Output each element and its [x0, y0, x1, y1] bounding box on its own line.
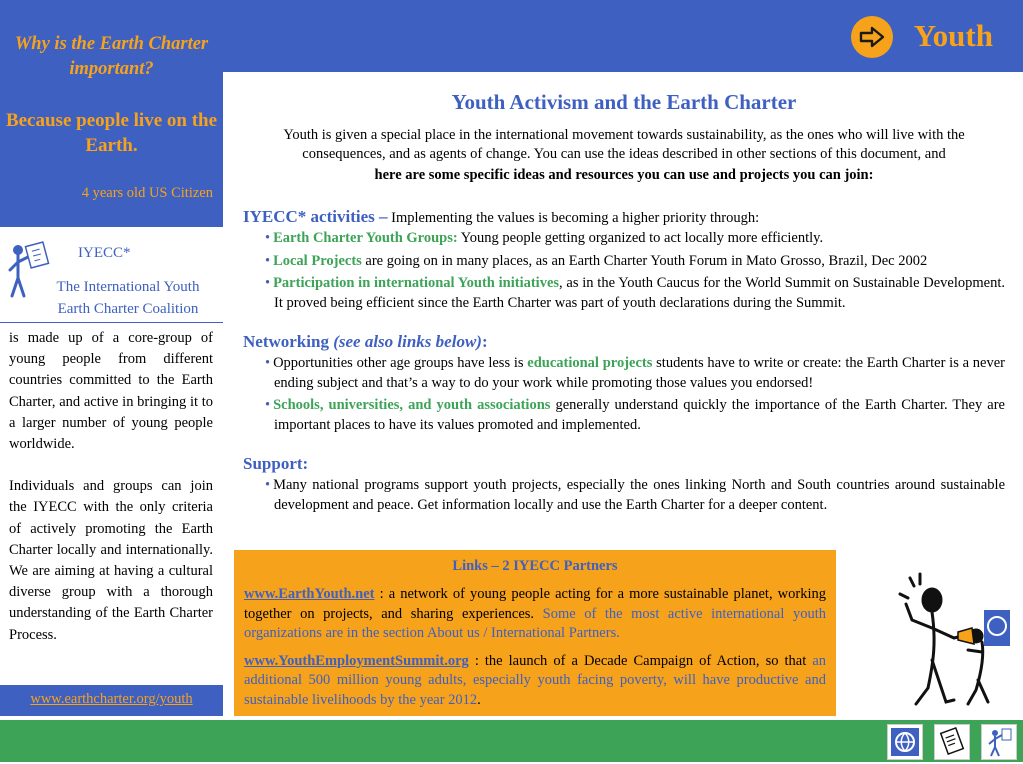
- link-end: .: [477, 691, 481, 708]
- networking-heading-note: (see also links below): [328, 332, 482, 351]
- link-note: an additional 500 million young adults, especially youth facing poverty, will have productive and sustainable livelihoods by the year 2012: [244, 652, 826, 708]
- intro-text: Youth is given a special place in the international movement towards sustainability, as the ones who will live with the consequences, and as agents of change. You can use the ideas described in other sections of this document, and: [283, 127, 965, 162]
- activities-list: [243, 229, 1005, 313]
- list-item: [265, 252, 1005, 272]
- link-entry-yes: [244, 652, 826, 711]
- networking-heading-title: Networking: [243, 332, 329, 351]
- iyecc-description: [9, 328, 213, 667]
- earthyouth-link[interactable]: www.EarthYouth.net: [244, 586, 375, 602]
- list-item: [265, 274, 1005, 313]
- intro-bold-text: here are some specific ideas and resources you can use and projects you can join:: [374, 167, 874, 183]
- youth-figure-icon[interactable]: [981, 724, 1017, 760]
- quote-panel: [0, 0, 223, 227]
- link-desc: : the launch of a Decade Campaign of Action, so that: [468, 652, 813, 669]
- list-item: [265, 354, 1005, 393]
- top-header-bar: [223, 0, 1023, 72]
- item-lead: Participation in international Youth initiatives: [273, 275, 560, 291]
- item-text: , as in the Youth Caucus for the World Summit on Sustainable Development. It proved being efficient since the Earth Charter was part of youth declarations during the Summit.: [274, 275, 1005, 311]
- iyecc-paragraph-1: is made up of a core-group of young people from different countries committed to the Earth Charter, and active in bringing it to a larger number of young people worldwide.: [9, 330, 213, 453]
- support-list: [243, 476, 1005, 515]
- links-box: [234, 550, 836, 716]
- list-item: [265, 396, 1005, 435]
- link-desc: : a network of young people acting for a more sustainable planet, working together on projects, and sharing experiences.: [244, 586, 826, 622]
- link-note: Some of the most active international youth organizations are in the section About us / International Partners.: [244, 605, 826, 641]
- item-lead: Schools, universities, and youth associations: [273, 397, 551, 413]
- quote-question: Why is the Earth Charter important?: [14, 34, 209, 79]
- iyecc-paragraph-2: Individuals and groups can join the IYECC with the only criteria of actively promoting the Earth Charter locally and internationally. We are aiming at having a cultural diverse group with a thorough understanding of the Earth Charter Process.: [9, 478, 213, 643]
- activities-heading: [243, 207, 1005, 227]
- support-heading: Support:: [243, 454, 309, 473]
- arrow-right-icon[interactable]: [851, 16, 893, 58]
- networking-heading: [243, 332, 1005, 352]
- bottom-nav-bar: [0, 720, 1023, 762]
- list-item: [265, 229, 1005, 249]
- youth-megaphone-illustration: [892, 570, 1022, 710]
- item-text: generally understand quickly the importance of the Earth Charter. They are important places to have its values promoted and implemented.: [274, 397, 1005, 433]
- link-entry-earthyouth: [244, 585, 826, 644]
- section-title: Youth: [913, 18, 993, 53]
- main-content: [243, 90, 1005, 518]
- networking-heading-colon: :: [481, 332, 488, 351]
- divider: [0, 322, 223, 323]
- networking-list: [243, 354, 1005, 435]
- activities-heading-title: IYECC* activities –: [243, 207, 388, 226]
- globe-icon[interactable]: [887, 724, 923, 760]
- item-text: are going on in many places, as an Earth Charter Youth Forum in Mato Grosso, Brazil, Dec 2002: [361, 252, 928, 269]
- youth-megaphone-icon: [6, 240, 50, 300]
- item-lead: Local Projects: [273, 252, 362, 269]
- quote-answer: Because people live on the Earth.: [5, 110, 218, 156]
- item-text: Opportunities other age groups have less is: [273, 355, 528, 371]
- item-text: Young people getting organized to act locally more efficiently.: [457, 230, 824, 246]
- links-title: Links – 2 IYECC Partners: [452, 558, 618, 574]
- youth-employment-summit-link[interactable]: www.YouthEmploymentSummit.org: [244, 652, 469, 669]
- earthcharter-youth-link[interactable]: www.earthcharter.org/youth: [30, 691, 193, 707]
- document-icon[interactable]: [934, 724, 970, 760]
- iyecc-full-name: The International Youth Earth Charter Coalition: [56, 279, 200, 317]
- list-item: • Many national programs support youth projects, especially the ones linking North and South countries around sustainable development and peace. Get information locally and use the Earth Charter for a deeper content.: [265, 476, 1005, 515]
- page-title: Youth Activism and the Earth Charter: [451, 90, 797, 114]
- footer-link-bar: [0, 685, 223, 716]
- item-lead: Earth Charter Youth Groups:: [273, 230, 458, 246]
- item-text: students have to write or create: the Earth Charter is a never ending subject and that’s a way to do your work while promoting those values you endorsed!: [274, 355, 1005, 391]
- iyecc-label: IYECC*: [78, 245, 131, 261]
- activities-heading-desc: Implementing the values is becoming a higher priority through:: [387, 210, 760, 226]
- quote-attribution: 4 years old US Citizen: [81, 185, 213, 201]
- item-lead: educational projects: [527, 355, 653, 371]
